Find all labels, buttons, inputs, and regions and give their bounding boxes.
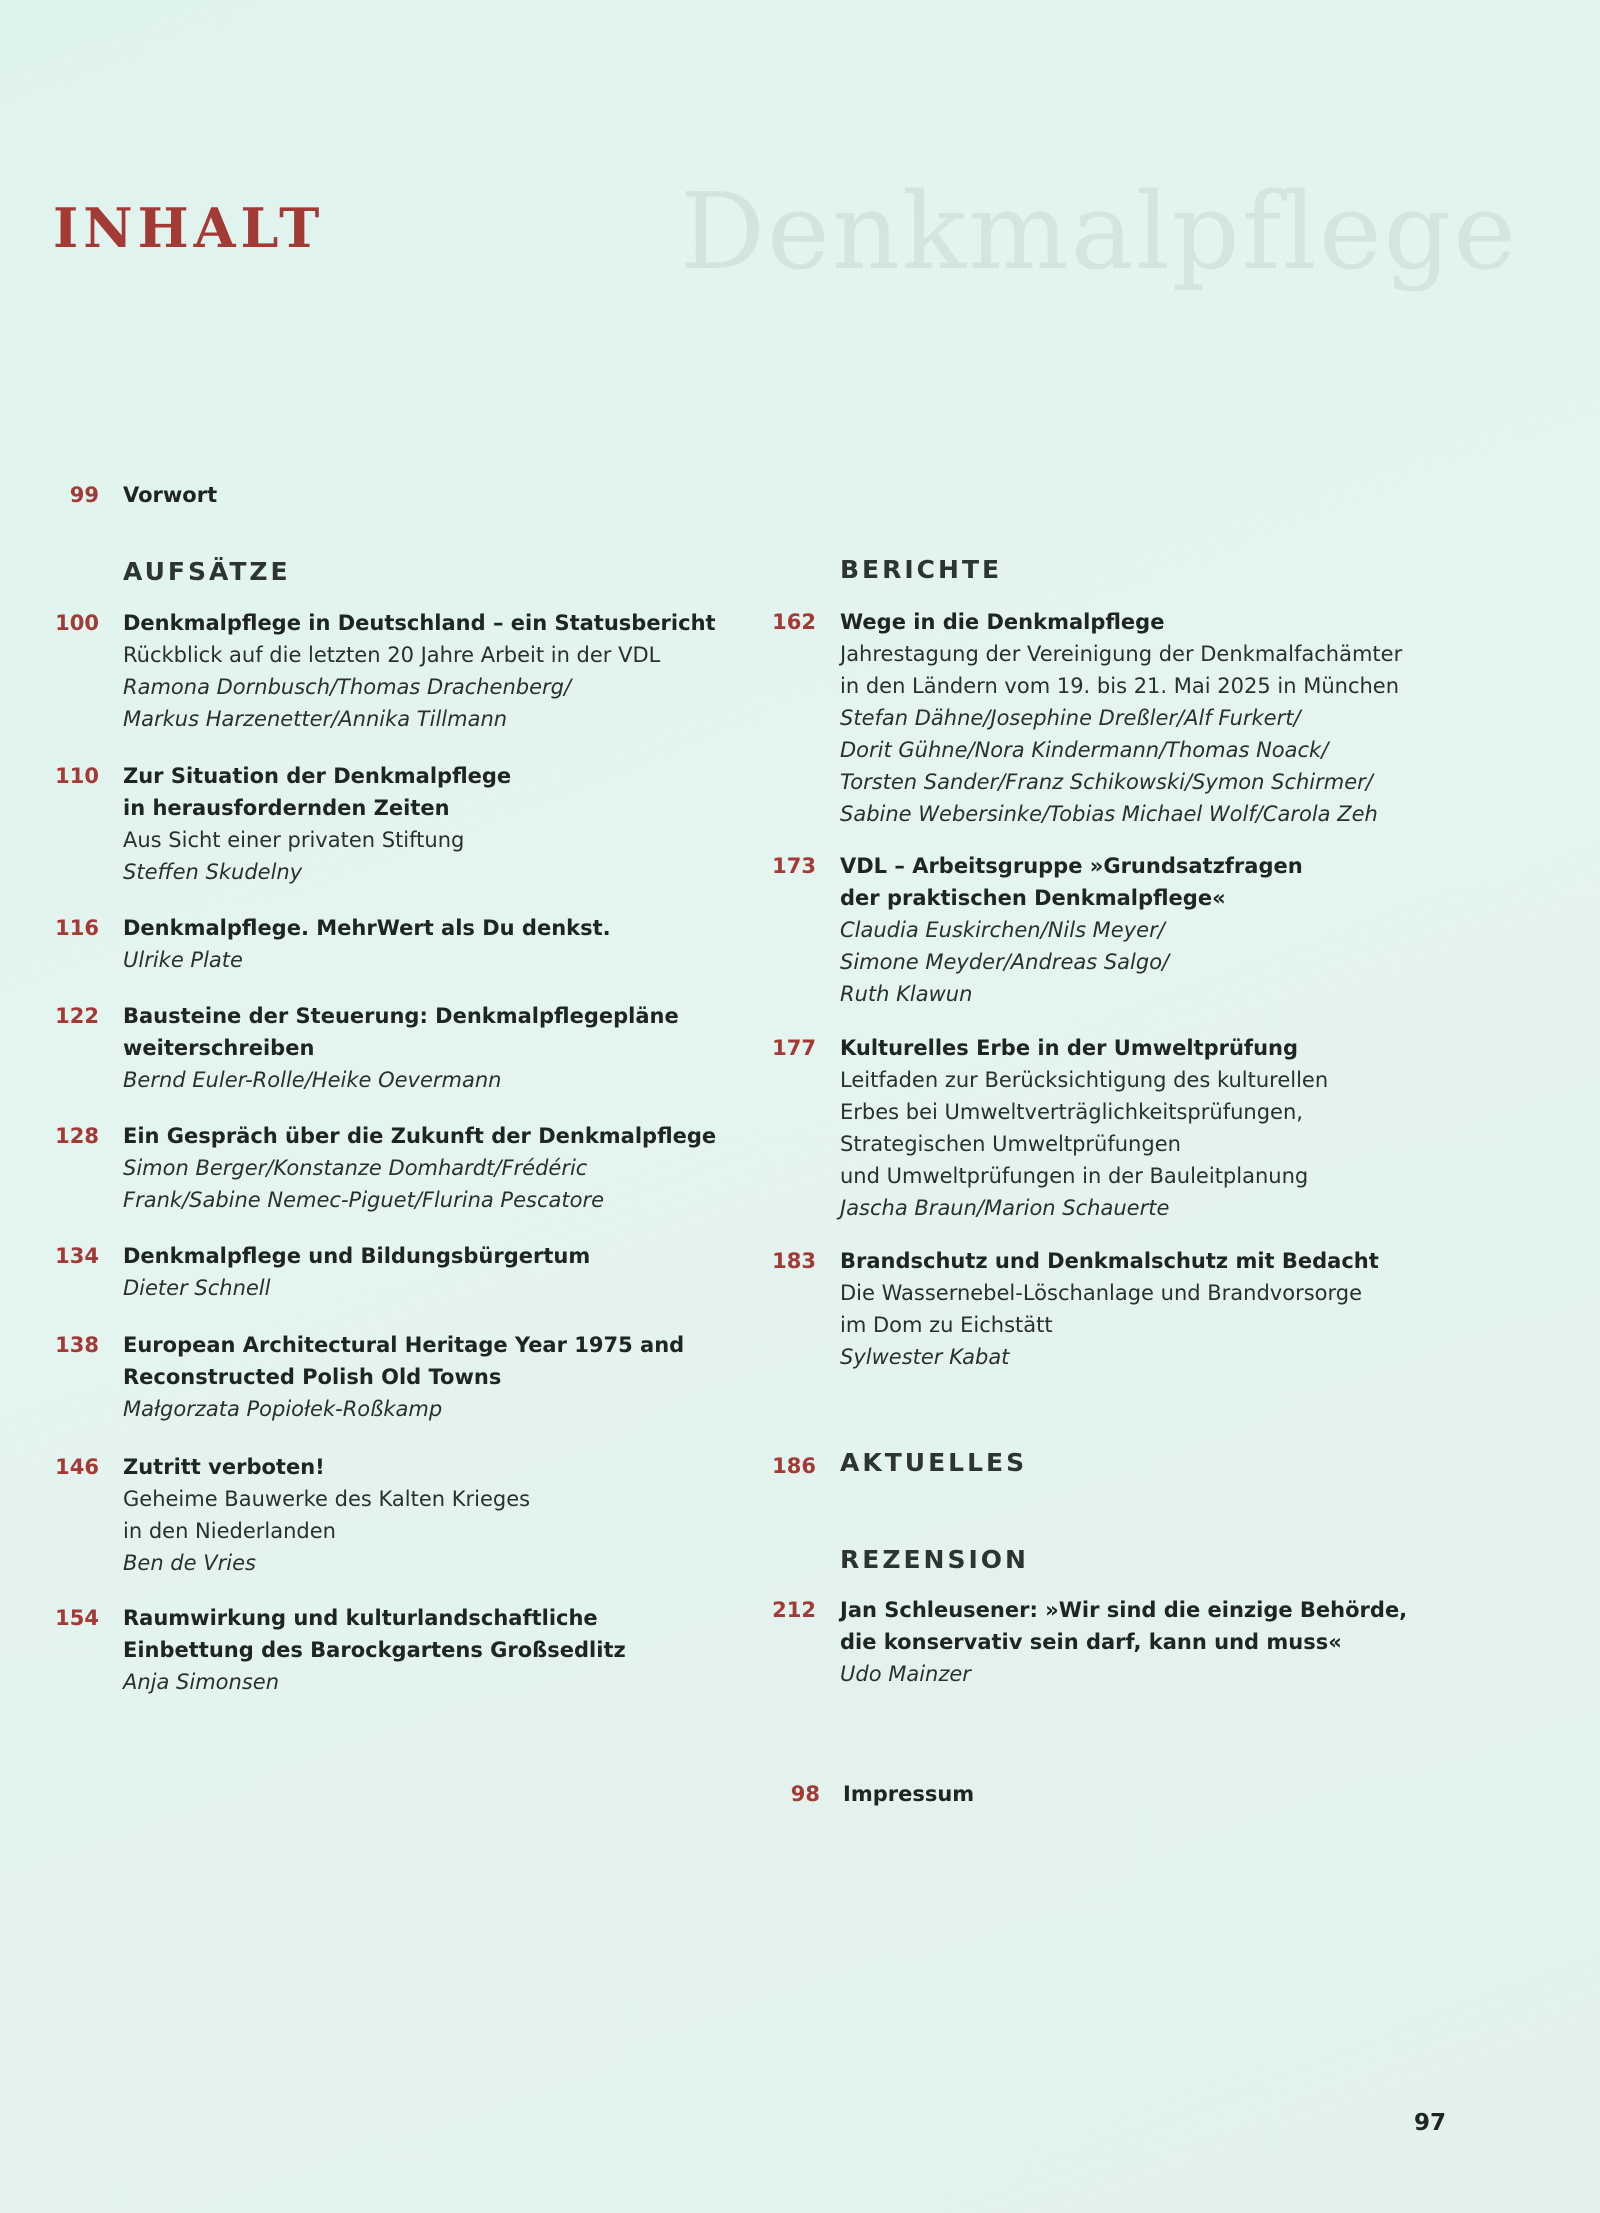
entry-title: Einbettung des Barockgartens Großsedlitz: [123, 1638, 626, 1662]
entry-subtitle: Erbes bei Umweltverträglichkeitsprüfungen,: [840, 1100, 1303, 1124]
entry-title: European Architectural Heritage Year 1975 and: [123, 1333, 685, 1357]
entry-subtitle: in den Niederlanden: [123, 1519, 336, 1543]
page-number-label: 212: [772, 1598, 816, 1622]
page-number-label: 138: [55, 1333, 99, 1357]
entry-authors: Markus Harzenetter/Annika Tillmann: [123, 707, 508, 731]
entry-title: Raumwirkung und kulturlandschaftliche: [123, 1606, 598, 1630]
page-number-label: 134: [55, 1244, 99, 1268]
page-number: 97: [1413, 2110, 1446, 2136]
entry-title: Zutritt verboten!: [123, 1455, 325, 1479]
page-number-label: 100: [55, 611, 99, 635]
page-number-label: 162: [772, 610, 816, 634]
entry-authors: Steffen Skudelny: [123, 860, 303, 884]
entry-subtitle: Leitfaden zur Berücksichtigung des kulturellen: [840, 1068, 1329, 1092]
section-heading-aufsaetze: AUFSÄTZE: [123, 557, 291, 586]
page-number-label: 98: [790, 1782, 820, 1806]
entry-title: in herausfordernden Zeiten: [123, 796, 450, 820]
entry-title: Denkmalpflege. MehrWert als Du denkst.: [123, 916, 611, 940]
entry-subtitle: Jahrestagung der Vereinigung der Denkmalfachämter: [840, 642, 1403, 666]
entry-subtitle: Strategischen Umweltprüfungen: [840, 1132, 1181, 1156]
entry-authors: Claudia Euskirchen/Nils Meyer/: [840, 918, 1165, 942]
page-number-label: 154: [55, 1606, 99, 1630]
entry-title: Reconstructed Polish Old Towns: [123, 1365, 502, 1389]
entry-subtitle: in den Ländern vom 19. bis 21. Mai 2025 in München: [840, 674, 1400, 698]
entry-title: Denkmalpflege in Deutschland – ein Statusbericht: [123, 611, 716, 635]
background-title-watermark: Denkmalpflege: [680, 170, 1519, 293]
entry-authors: Małgorzata Popiołek-Roßkamp: [123, 1397, 443, 1421]
entry-title: Ein Gespräch über die Zukunft der Denkmalpflege: [123, 1124, 717, 1148]
entry-subtitle: Rückblick auf die letzten 20 Jahre Arbeit in der VDL: [123, 643, 661, 667]
entry-title: Zur Situation der Denkmalpflege: [123, 764, 512, 788]
page-number-label: 110: [55, 764, 99, 788]
section-heading-aktuelles: AKTUELLES: [840, 1448, 1028, 1477]
entry-title: Vorwort: [123, 483, 218, 507]
entry-subtitle: Aus Sicht einer privaten Stiftung: [123, 828, 465, 852]
page-number-label: 173: [772, 854, 816, 878]
entry-title: Kulturelles Erbe in der Umweltprüfung: [840, 1036, 1299, 1060]
page-number-label: 177: [772, 1036, 816, 1060]
entry-authors: Ben de Vries: [123, 1551, 256, 1575]
entry-authors: Dorit Gühne/Nora Kindermann/Thomas Noack/: [840, 738, 1329, 762]
entry-authors: Udo Mainzer: [840, 1662, 971, 1686]
entry-title: der praktischen Denkmalpflege«: [840, 886, 1226, 910]
page-number-label: 122: [55, 1004, 99, 1028]
entry-authors: Frank/Sabine Nemec-Piguet/Flurina Pescatore: [123, 1188, 605, 1212]
entry-subtitle: im Dom zu Eichstätt: [840, 1313, 1053, 1337]
page-number-label: 116: [55, 916, 99, 940]
entry-title: weiterschreiben: [123, 1036, 315, 1060]
entry-authors: Sabine Webersinke/Tobias Michael Wolf/Carola Zeh: [840, 802, 1378, 826]
page-number-label: 99: [69, 483, 99, 507]
entry-authors: Sylwester Kabat: [840, 1345, 1010, 1369]
page-title: INHALT: [53, 196, 325, 260]
entry-authors: Dieter Schnell: [123, 1276, 271, 1300]
page-number-label: 183: [772, 1249, 816, 1273]
entry-authors: Jascha Braun/Marion Schauerte: [840, 1196, 1170, 1220]
entry-authors: Ulrike Plate: [123, 948, 243, 972]
entry-title: Impressum: [843, 1782, 975, 1806]
entry-title: Jan Schleusener: »Wir sind die einzige Behörde,: [840, 1598, 1408, 1622]
entry-authors: Simone Meyder/Andreas Salgo/: [840, 950, 1170, 974]
entry-title: die konservativ sein darf, kann und muss«: [840, 1630, 1342, 1654]
entry-authors: Simon Berger/Konstanze Domhardt/Frédéric: [123, 1156, 588, 1180]
entry-authors: Anja Simonsen: [123, 1670, 280, 1694]
entry-title: Brandschutz und Denkmalschutz mit Bedacht: [840, 1249, 1379, 1273]
entry-subtitle: und Umweltprüfungen in der Bauleitplanung: [840, 1164, 1309, 1188]
entry-authors: Stefan Dähne/Josephine Dreßler/Alf Furkert/: [840, 706, 1301, 730]
entry-title: Denkmalpflege und Bildungsbürgertum: [123, 1244, 591, 1268]
page-number-label: 146: [55, 1455, 99, 1479]
entry-subtitle: Die Wassernebel-Löschanlage und Brandvorsorge: [840, 1281, 1363, 1305]
entry-authors: Ramona Dornbusch/Thomas Drachenberg/: [123, 675, 572, 699]
entry-authors: Torsten Sander/Franz Schikowski/Symon Schirmer/: [840, 770, 1373, 794]
entry-title: Wege in die Denkmalpflege: [840, 610, 1165, 634]
entry-title: Bausteine der Steuerung: Denkmalpflegepläne: [123, 1004, 679, 1028]
section-heading-rezension: REZENSION: [840, 1545, 1029, 1574]
section-heading-berichte: BERICHTE: [840, 555, 1003, 584]
entry-authors: Bernd Euler-Rolle/Heike Oevermann: [123, 1068, 502, 1092]
entry-authors: Ruth Klawun: [840, 982, 973, 1006]
page-number-label: 186: [772, 1454, 816, 1478]
entry-subtitle: Geheime Bauwerke des Kalten Krieges: [123, 1487, 531, 1511]
entry-title: VDL – Arbeitsgruppe »Grundsatzfragen: [840, 854, 1303, 878]
page-number-label: 128: [55, 1124, 99, 1148]
